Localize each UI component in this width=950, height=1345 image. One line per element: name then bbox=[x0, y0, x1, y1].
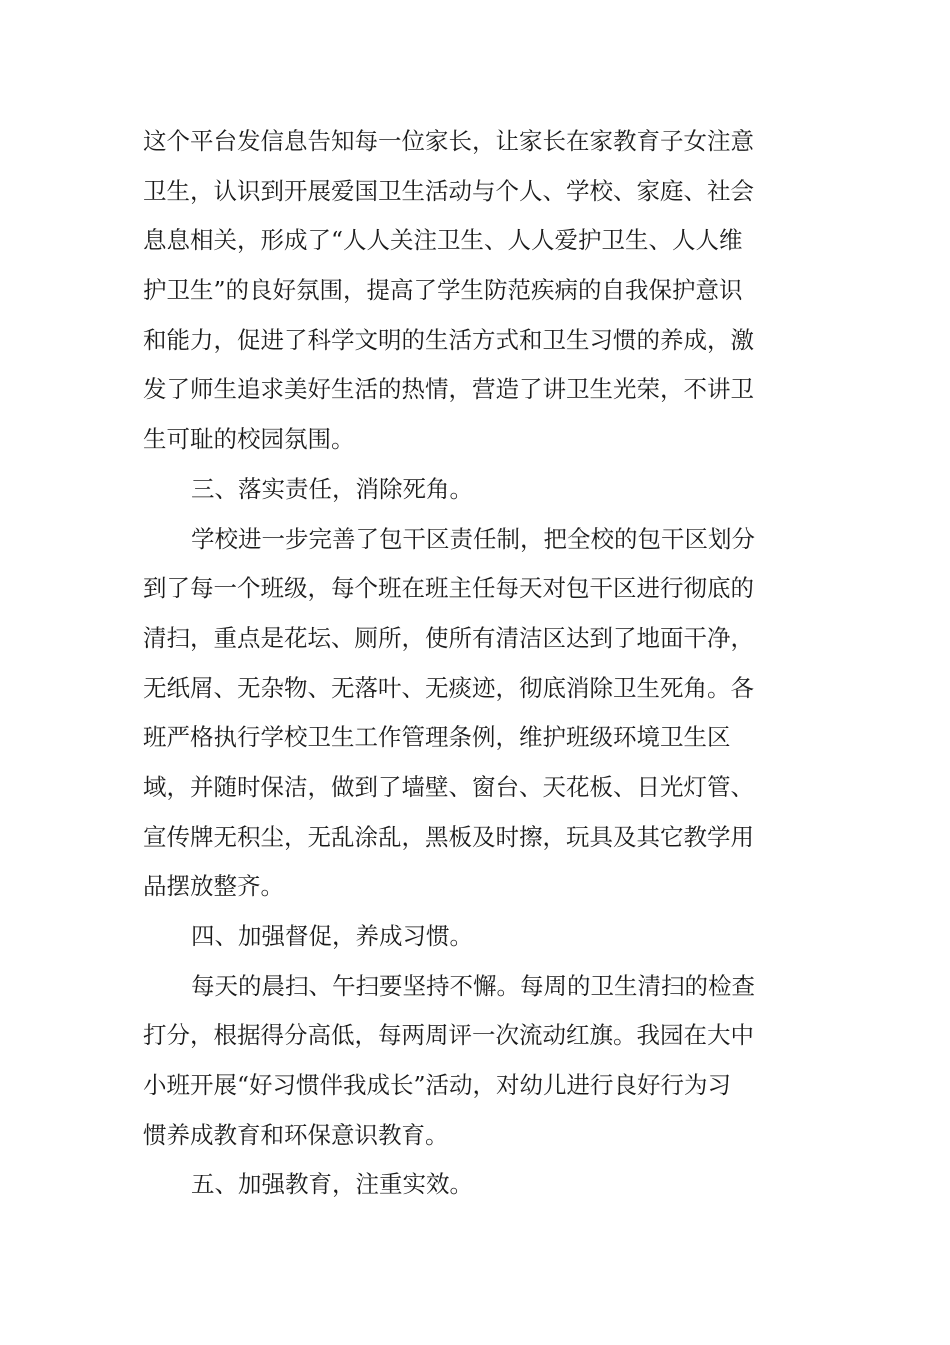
text-line: 护卫生”的良好氛围，提高了学生防范疾病的自我保护意识 bbox=[143, 276, 743, 305]
text-line: 域，并随时保洁，做到了墙壁、窗台、天花板、日光灯管、 bbox=[143, 772, 754, 801]
text-line: 小班开展“好习惯伴我成长”活动，对幼儿进行良好行为习 bbox=[143, 1071, 732, 1100]
section-heading: 五、加强教育，注重实效。 bbox=[191, 1170, 473, 1199]
text-line: 这个平台发信息告知每一位家长，让家长在家教育子女注意 bbox=[143, 127, 754, 155]
paragraph-start: 每天的晨扫、午扫要坚持不懈。每周的卫生清扫的检查 bbox=[191, 971, 755, 1000]
text-line: 品摆放整齐。 bbox=[143, 872, 284, 901]
text-line: 生可耻的校园氛围。 bbox=[143, 425, 355, 454]
text-line: 息息相关，形成了“人人关注卫生、人人爱护卫生、人人维 bbox=[143, 226, 743, 255]
body-text bbox=[143, 117, 755, 1210]
paragraph-start: 学校进一步完善了包干区责任制，把全校的包干区划分 bbox=[191, 524, 755, 553]
section-heading: 四、加强督促，养成习惯。 bbox=[191, 922, 473, 950]
text-line: 惯养成教育和环保意识教育。 bbox=[143, 1120, 449, 1149]
text-line: 打分，根据得分高低，每两周评一次流动红旗。我园在大中 bbox=[143, 1021, 754, 1050]
section-heading: 三、落实责任，消除死角。 bbox=[191, 474, 473, 503]
text-line: 发了师生追求美好生活的热情，营造了讲卫生光荣，不讲卫 bbox=[143, 375, 754, 404]
text-line: 无纸屑、无杂物、无落叶、无痰迹，彻底消除卫生死角。各 bbox=[143, 673, 754, 702]
text-line: 班严格执行学校卫生工作管理条例，维护班级环境卫生区 bbox=[143, 723, 731, 752]
text-line: 到了每一个班级，每个班在班主任每天对包干区进行彻底的 bbox=[143, 574, 754, 603]
text-line: 宣传牌无积尘，无乱涂乱，黑板及时擦，玩具及其它教学用 bbox=[143, 822, 754, 851]
text-line: 卫生，认识到开展爱国卫生活动与个人、学校、家庭、社会 bbox=[143, 176, 754, 205]
text-line: 清扫，重点是花坛、厕所，使所有清洁区达到了地面干净， bbox=[143, 623, 754, 652]
text-line: 和能力，促进了科学文明的生活方式和卫生习惯的养成，激 bbox=[143, 325, 754, 354]
